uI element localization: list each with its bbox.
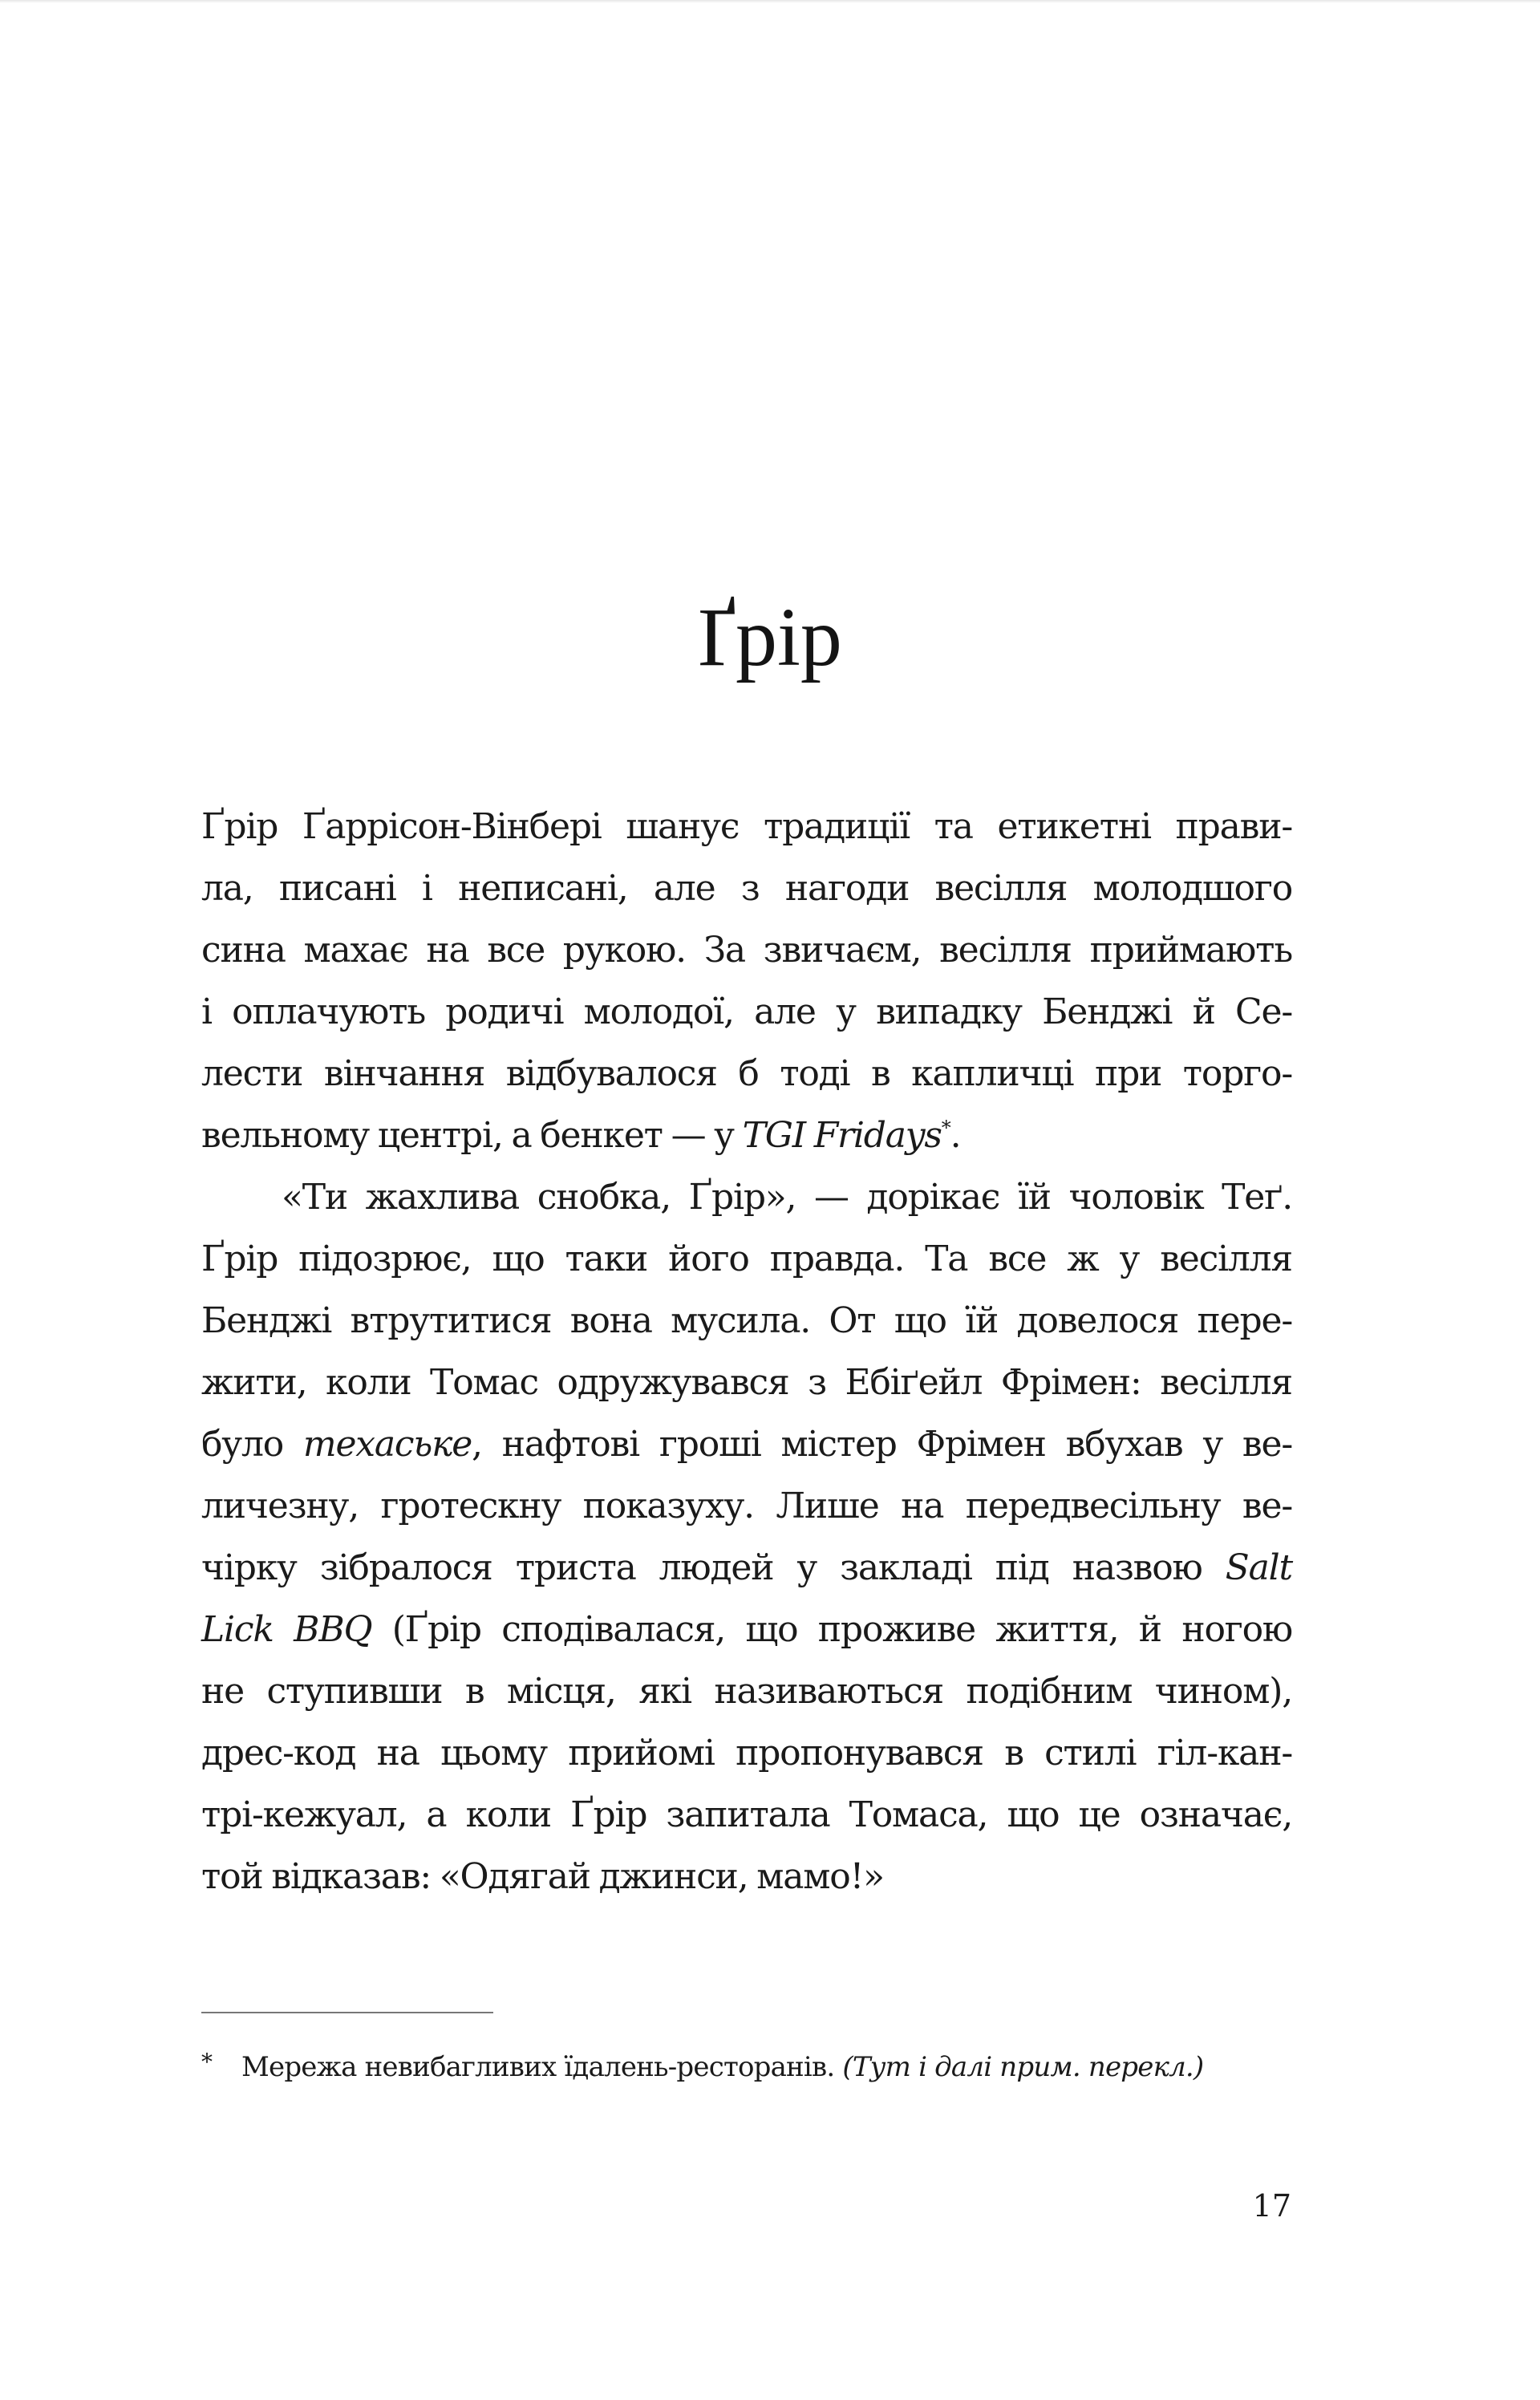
text-line: той відказав: «Одягай джинси, мамо!»: [201, 1856, 884, 1897]
footnote-marker: *: [201, 2049, 213, 2075]
text-line: [201, 1105, 1292, 1166]
footnote-divider: [201, 2012, 493, 2013]
italic-restaurant-name: TGI Fridays: [742, 1115, 942, 1156]
text-line: сина махає на все рукою. За звичаєм, весілля приймають: [201, 930, 1292, 971]
footnote: [201, 2042, 1294, 2087]
text-line: трі-кежуал, а коли Ґрір запитала Томаса, що це означає,: [201, 1794, 1292, 1835]
page-number: 17: [1252, 2188, 1291, 2224]
text-line: [201, 1599, 1292, 1660]
text-line: дрес-код на цьому прийомі пропонувався в стилі гіл-кан-: [201, 1733, 1292, 1774]
paragraph-first-line: «Ти жахлива снобка, Ґрір», — дорікає їй чоловік Теґ.: [282, 1177, 1292, 1218]
italic-venue-name: Lick BBQ: [201, 1609, 372, 1650]
italic-emphasis: техаське: [302, 1424, 472, 1465]
italic-venue-name: Salt: [1225, 1547, 1292, 1588]
footnote-translator-note: (Тут і далі прим. перекл.): [842, 2051, 1204, 2083]
text-line: не ступивши в місця, які називаються подібним чином),: [201, 1671, 1292, 1712]
text-line: і оплачують родичі молодої, але у випадку Бенджі й Се-: [201, 991, 1292, 1032]
text-run: вельному центрі, а бенкет — у: [201, 1115, 743, 1156]
text-line: [201, 1413, 1292, 1475]
text-line: личезну, гротескну показуху. Лише на передвесільну ве-: [201, 1486, 1292, 1526]
text-line: ла, писані і неписані, але з нагоди весілля молодшого: [201, 868, 1292, 909]
text-line: лести вінчання відбувалося б тоді в капличці при торго-: [201, 1053, 1292, 1094]
chapter-title: Ґрір: [698, 591, 842, 683]
text-run: .: [950, 1115, 961, 1156]
text-line: жити, коли Томас одружувався з Ебіґейл Фрімен: весілля: [201, 1362, 1292, 1403]
text-line: [201, 1537, 1292, 1599]
footnote-text: Мережа невибагливих їдалень-ресторанів.: [241, 2051, 843, 2083]
text-line: Ґрір підозрює, що таки його правда. Та все ж у весілля: [201, 1239, 1292, 1279]
body-text: [201, 796, 1292, 1907]
footnote-reference[interactable]: *: [941, 1117, 950, 1139]
text-line: Ґрір Ґаррісон-Вінбері шанує традиції та етикетні прави-: [201, 806, 1292, 847]
text-run: чірку зібралося триста людей у закладі під назвою: [201, 1547, 1226, 1588]
text-line: Бенджі втрутитися вона мусила. От що їй довелося пере-: [201, 1300, 1292, 1341]
text-run: було: [201, 1424, 303, 1465]
text-run: (Ґрір сподівалася, що проживе життя, й ногою: [371, 1609, 1292, 1650]
text-run: , нафтові гроші містер Фрімен вбухав у ве-: [472, 1424, 1292, 1465]
